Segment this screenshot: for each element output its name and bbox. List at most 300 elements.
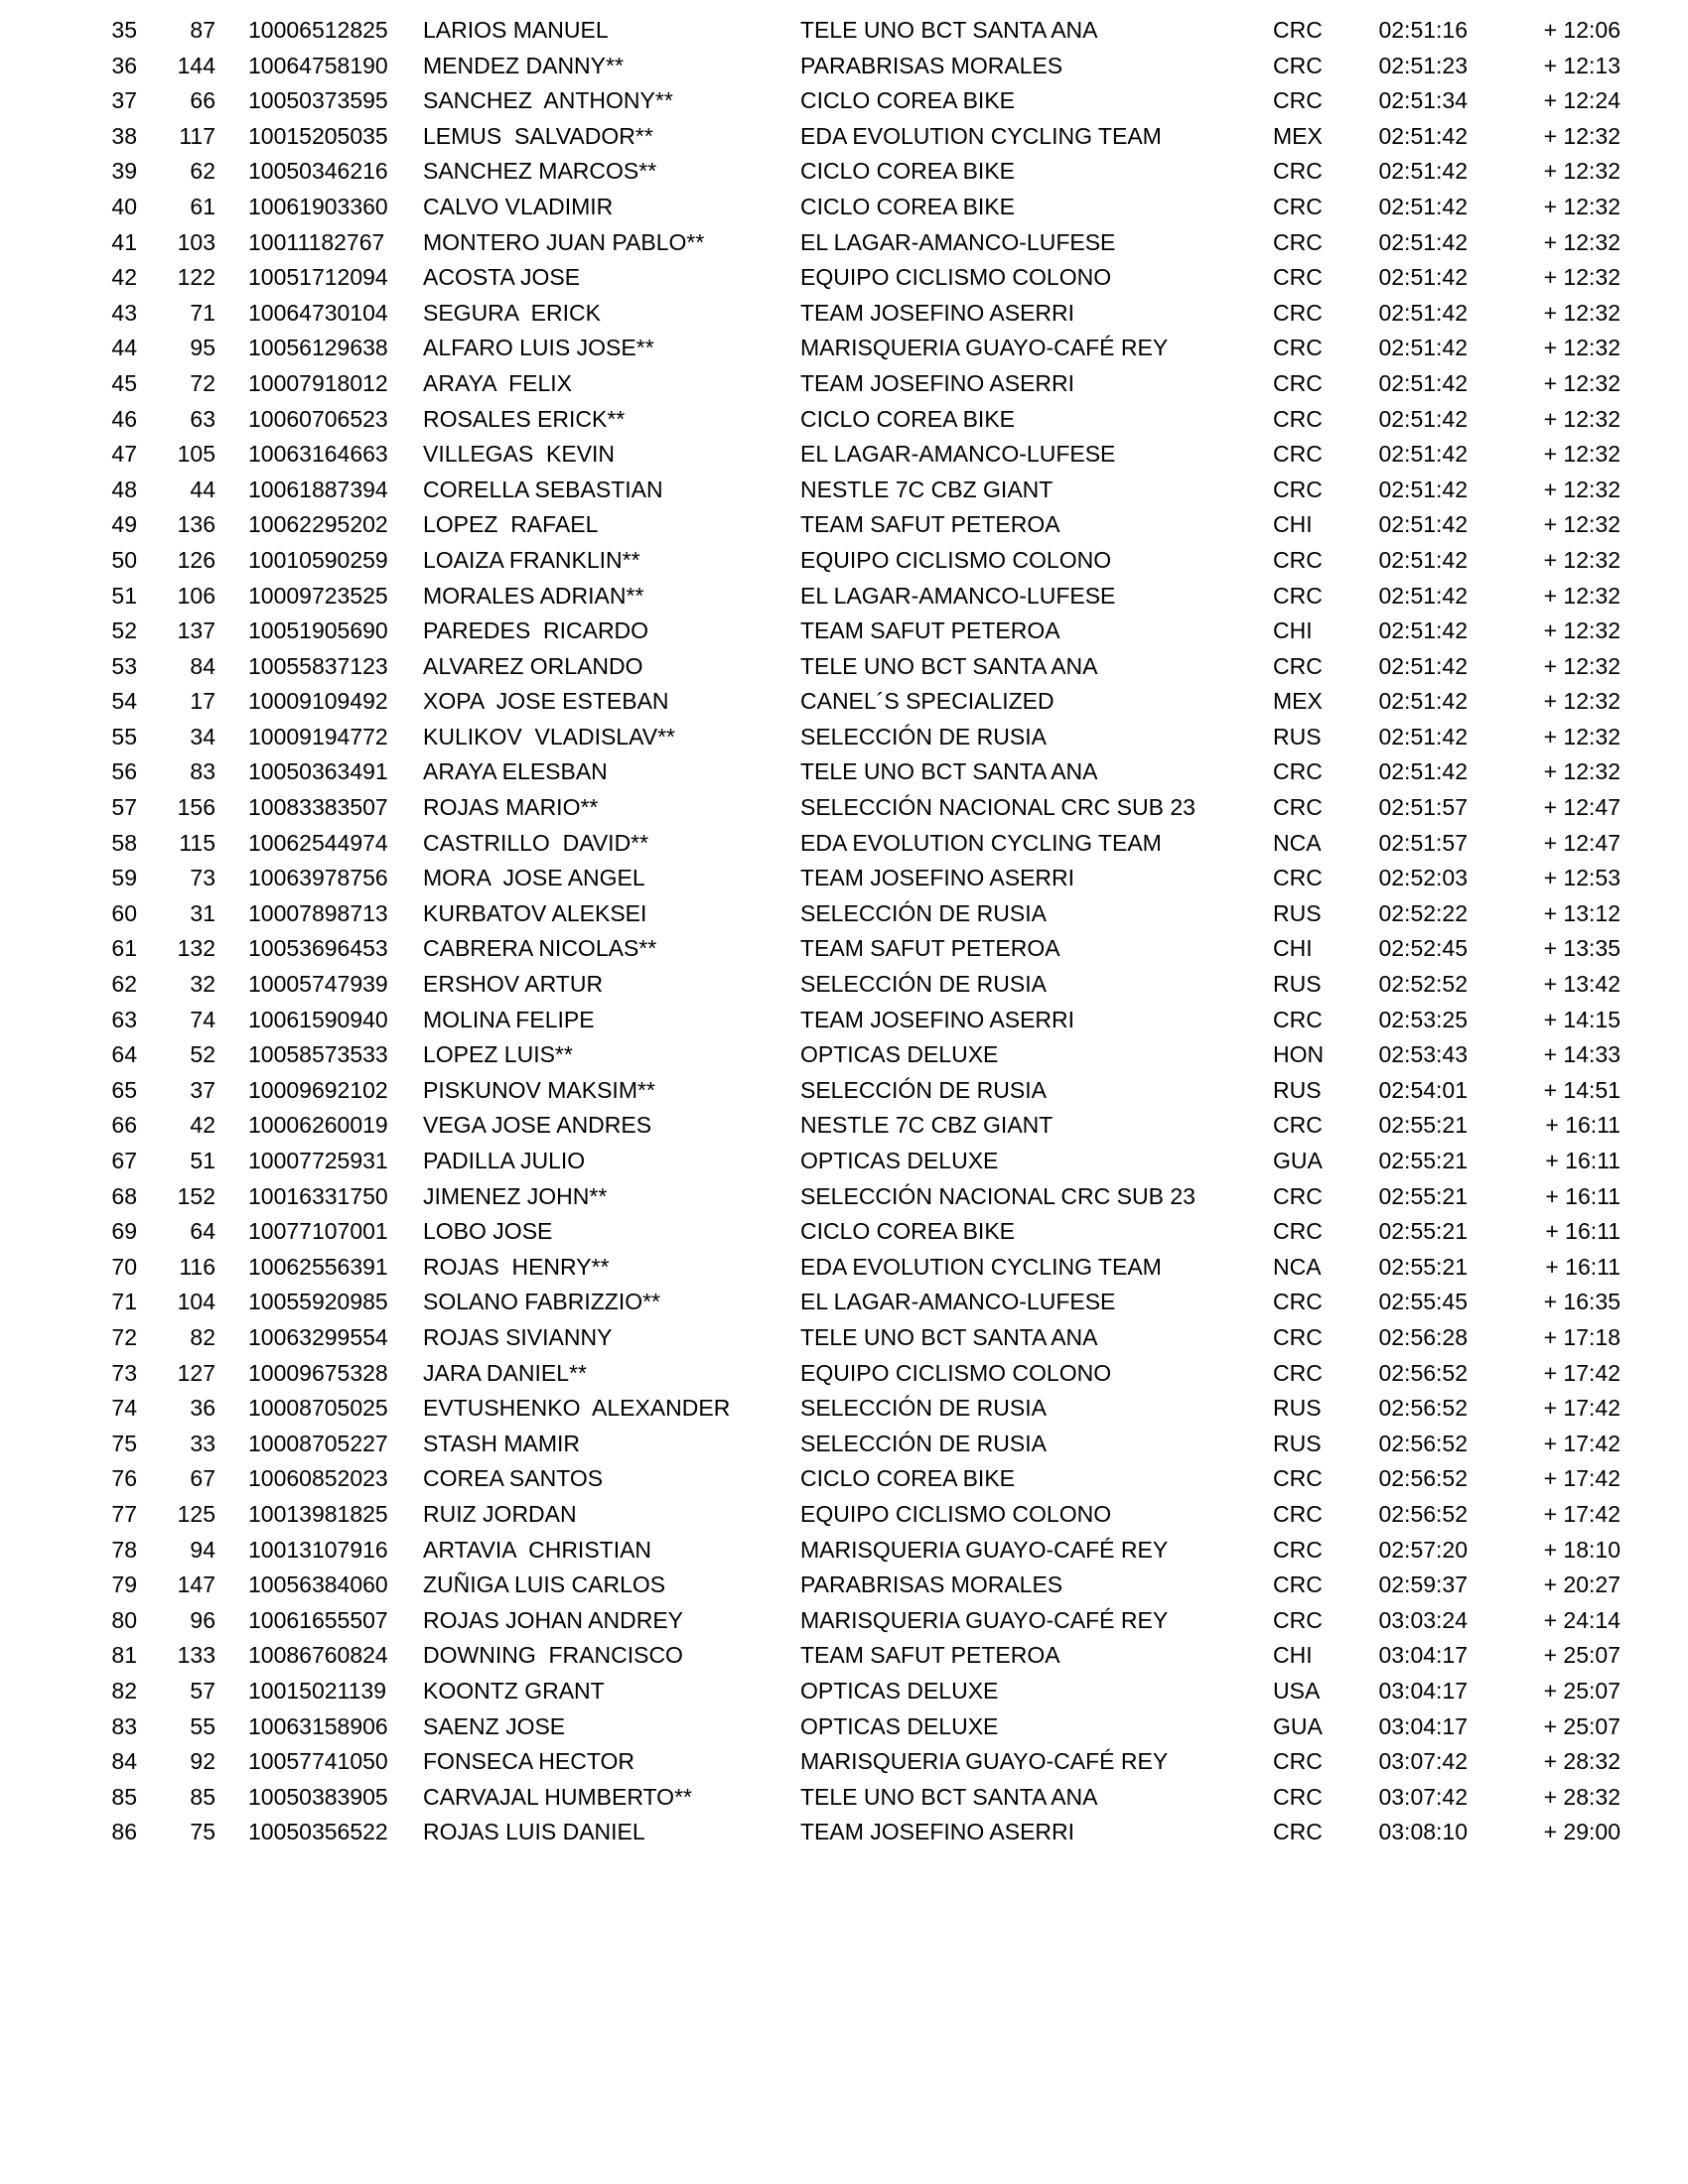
bib-number-cell: 83 bbox=[190, 758, 215, 785]
time-cell: 02:54:01 bbox=[1378, 1076, 1468, 1103]
bib-number-cell: 85 bbox=[190, 1783, 215, 1810]
country-cell: CRC bbox=[1273, 1112, 1323, 1139]
rank-cell: 56 bbox=[111, 758, 137, 785]
rider-name-cell: ERSHOV ARTUR bbox=[423, 971, 604, 998]
rider-name-cell: LARIOS MANUEL bbox=[423, 17, 609, 43]
bib-number-cell: 52 bbox=[190, 1041, 215, 1068]
country-cell: CRC bbox=[1273, 52, 1323, 78]
time-cell: 02:55:21 bbox=[1378, 1148, 1468, 1173]
result-row bbox=[0, 720, 1620, 755]
rank-cell: 66 bbox=[111, 1112, 137, 1139]
rider-name-cell: MONTERO JUAN PABLO** bbox=[423, 228, 705, 255]
rank-cell: 77 bbox=[111, 1500, 137, 1527]
team-cell: PARABRISAS MORALES bbox=[800, 52, 1063, 78]
time-cell: 02:51:42 bbox=[1378, 228, 1468, 255]
uci-id-cell: 10062295202 bbox=[248, 511, 388, 538]
rank-cell: 52 bbox=[111, 617, 137, 644]
gap-cell: + 12:32 bbox=[1543, 617, 1620, 644]
bib-number-cell: 71 bbox=[190, 299, 215, 326]
team-cell: EDA EVOLUTION CYCLING TEAM bbox=[800, 122, 1162, 149]
country-cell: CRC bbox=[1273, 476, 1323, 502]
time-cell: 02:51:42 bbox=[1378, 546, 1468, 573]
rider-name-cell: SAENZ JOSE bbox=[423, 1712, 566, 1739]
rider-name-cell: SEGURA ERICK bbox=[423, 299, 601, 326]
uci-id-cell: 10050356522 bbox=[248, 1819, 388, 1845]
rider-name-cell: ARAYA ELESBAN bbox=[423, 758, 608, 785]
bib-number-cell: 55 bbox=[190, 1712, 215, 1739]
result-row bbox=[0, 1037, 1620, 1073]
rider-name-cell: LEMUS SALVADOR** bbox=[423, 122, 653, 149]
country-cell: CRC bbox=[1273, 1218, 1323, 1245]
time-cell: 02:51:57 bbox=[1378, 794, 1468, 821]
gap-cell: + 14:15 bbox=[1543, 1006, 1620, 1032]
team-cell: MARISQUERIA GUAYO-CAFÉ REY bbox=[800, 1536, 1169, 1563]
rider-name-cell: ROJAS JOHAN ANDREY bbox=[423, 1606, 683, 1633]
country-cell: NCA bbox=[1273, 829, 1322, 856]
country-cell: CRC bbox=[1273, 369, 1323, 396]
rider-name-cell: LOAIZA FRANKLIN** bbox=[423, 546, 640, 573]
time-cell: 02:51:42 bbox=[1378, 652, 1468, 679]
rank-cell: 67 bbox=[111, 1148, 137, 1173]
time-cell: 02:51:23 bbox=[1378, 52, 1468, 78]
country-cell: CRC bbox=[1273, 794, 1323, 821]
gap-cell: + 17:42 bbox=[1543, 1465, 1620, 1492]
bib-number-cell: 62 bbox=[190, 158, 215, 185]
team-cell: SELECCIÓN NACIONAL CRC SUB 23 bbox=[800, 1182, 1196, 1209]
bib-number-cell: 116 bbox=[179, 1253, 215, 1280]
bib-number-cell: 84 bbox=[190, 652, 215, 679]
result-row bbox=[0, 896, 1620, 932]
country-cell: CRC bbox=[1273, 17, 1323, 43]
team-cell: TELE UNO BCT SANTA ANA bbox=[800, 1323, 1098, 1350]
uci-id-cell: 10050383905 bbox=[248, 1783, 388, 1810]
team-cell: TEAM JOSEFINO ASERRI bbox=[800, 865, 1075, 891]
rank-cell: 46 bbox=[111, 405, 137, 432]
rank-cell: 38 bbox=[111, 122, 137, 149]
gap-cell: + 18:10 bbox=[1543, 1536, 1620, 1563]
gap-cell: + 12:32 bbox=[1543, 758, 1620, 785]
time-cell: 02:52:03 bbox=[1378, 865, 1468, 891]
result-row bbox=[0, 1638, 1620, 1674]
result-row bbox=[0, 13, 1620, 49]
rider-name-cell: CASTRILLO DAVID** bbox=[423, 829, 649, 856]
gap-cell: + 12:32 bbox=[1543, 264, 1620, 291]
time-cell: 03:04:17 bbox=[1378, 1677, 1468, 1704]
rank-cell: 81 bbox=[111, 1642, 137, 1669]
uci-id-cell: 10009692102 bbox=[248, 1076, 388, 1103]
gap-cell: + 14:33 bbox=[1543, 1041, 1620, 1068]
uci-id-cell: 10016331750 bbox=[248, 1182, 388, 1209]
rider-name-cell: LOBO JOSE bbox=[423, 1218, 553, 1245]
time-cell: 02:51:42 bbox=[1378, 758, 1468, 785]
rank-cell: 82 bbox=[111, 1677, 137, 1704]
country-cell: CRC bbox=[1273, 228, 1323, 255]
time-cell: 02:51:42 bbox=[1378, 476, 1468, 502]
time-cell: 02:51:16 bbox=[1378, 17, 1468, 43]
result-row bbox=[0, 1568, 1620, 1603]
result-row bbox=[0, 1108, 1620, 1144]
country-cell: RUS bbox=[1273, 723, 1322, 750]
gap-cell: + 12:32 bbox=[1543, 369, 1620, 396]
rider-name-cell: KULIKOV VLADISLAV** bbox=[423, 723, 675, 750]
rider-name-cell: JIMENEZ JOHN** bbox=[423, 1182, 608, 1209]
country-cell: GUA bbox=[1273, 1712, 1323, 1739]
team-cell: MARISQUERIA GUAYO-CAFÉ REY bbox=[800, 1748, 1169, 1775]
result-row bbox=[0, 931, 1620, 967]
country-cell: CRC bbox=[1273, 1571, 1323, 1598]
gap-cell: + 16:11 bbox=[1545, 1112, 1620, 1139]
time-cell: 02:51:42 bbox=[1378, 122, 1468, 149]
rank-cell: 78 bbox=[111, 1536, 137, 1563]
country-cell: CRC bbox=[1273, 1748, 1323, 1775]
bib-number-cell: 66 bbox=[190, 87, 215, 114]
uci-id-cell: 10063164663 bbox=[248, 441, 388, 468]
rider-name-cell: XOPA JOSE ESTEBAN bbox=[423, 688, 669, 715]
uci-id-cell: 10007725931 bbox=[248, 1148, 388, 1173]
time-cell: 02:56:52 bbox=[1378, 1395, 1468, 1422]
rank-cell: 45 bbox=[111, 369, 137, 396]
uci-id-cell: 10060852023 bbox=[248, 1465, 388, 1492]
rider-name-cell: ZUÑIGA LUIS CARLOS bbox=[423, 1571, 666, 1598]
result-row bbox=[0, 1427, 1620, 1462]
bib-number-cell: 87 bbox=[190, 17, 215, 43]
rider-name-cell: SANCHEZ ANTHONY** bbox=[423, 87, 673, 114]
country-cell: CHI bbox=[1273, 511, 1313, 538]
rank-cell: 69 bbox=[111, 1218, 137, 1245]
bib-number-cell: 106 bbox=[177, 582, 215, 609]
team-cell: TELE UNO BCT SANTA ANA bbox=[800, 652, 1098, 679]
time-cell: 02:56:28 bbox=[1378, 1323, 1468, 1350]
country-cell: NCA bbox=[1273, 1253, 1322, 1280]
gap-cell: + 12:32 bbox=[1543, 299, 1620, 326]
bib-number-cell: 64 bbox=[190, 1218, 215, 1245]
result-row bbox=[0, 1744, 1620, 1780]
rider-name-cell: DOWNING FRANCISCO bbox=[423, 1642, 683, 1669]
time-cell: 02:53:25 bbox=[1378, 1006, 1468, 1032]
rider-name-cell: VEGA JOSE ANDRES bbox=[423, 1112, 652, 1139]
uci-id-cell: 10050363491 bbox=[248, 758, 388, 785]
uci-id-cell: 10061887394 bbox=[248, 476, 388, 502]
rank-cell: 39 bbox=[111, 158, 137, 185]
uci-id-cell: 10056129638 bbox=[248, 335, 388, 361]
gap-cell: + 25:07 bbox=[1543, 1677, 1620, 1704]
country-cell: CRC bbox=[1273, 652, 1323, 679]
rank-cell: 44 bbox=[111, 335, 137, 361]
rank-cell: 84 bbox=[111, 1748, 137, 1775]
gap-cell: + 12:47 bbox=[1543, 829, 1620, 856]
result-row bbox=[0, 826, 1620, 862]
gap-cell: + 12:47 bbox=[1543, 794, 1620, 821]
rider-name-cell: MOLINA FELIPE bbox=[423, 1006, 595, 1032]
uci-id-cell: 10061655507 bbox=[248, 1606, 388, 1633]
result-row bbox=[0, 296, 1620, 332]
bib-number-cell: 72 bbox=[190, 369, 215, 396]
gap-cell: + 12:32 bbox=[1543, 158, 1620, 185]
rank-cell: 63 bbox=[111, 1006, 137, 1032]
rider-name-cell: COREA SANTOS bbox=[423, 1465, 604, 1492]
result-row bbox=[0, 190, 1620, 225]
uci-id-cell: 10051712094 bbox=[248, 264, 388, 291]
country-cell: CRC bbox=[1273, 1465, 1323, 1492]
bib-number-cell: 37 bbox=[190, 1076, 215, 1103]
team-cell: TEAM SAFUT PETEROA bbox=[800, 1642, 1060, 1669]
time-cell: 02:55:21 bbox=[1378, 1218, 1468, 1245]
result-row bbox=[0, 1533, 1620, 1569]
team-cell: SELECCIÓN DE RUSIA bbox=[800, 1430, 1047, 1456]
country-cell: RUS bbox=[1273, 1076, 1322, 1103]
team-cell: CANEL´S SPECIALIZED bbox=[800, 688, 1055, 715]
uci-id-cell: 10011182767 bbox=[248, 228, 385, 255]
time-cell: 02:55:21 bbox=[1378, 1112, 1468, 1139]
gap-cell: + 12:32 bbox=[1543, 688, 1620, 715]
time-cell: 02:53:43 bbox=[1378, 1041, 1468, 1068]
country-cell: MEX bbox=[1273, 688, 1323, 715]
uci-id-cell: 10063978756 bbox=[248, 865, 388, 891]
result-row bbox=[0, 1144, 1620, 1179]
team-cell: MARISQUERIA GUAYO-CAFÉ REY bbox=[800, 335, 1169, 361]
gap-cell: + 17:42 bbox=[1543, 1430, 1620, 1456]
uci-id-cell: 10006512825 bbox=[248, 17, 388, 43]
bib-number-cell: 36 bbox=[190, 1395, 215, 1422]
country-cell: CHI bbox=[1273, 617, 1313, 644]
rank-cell: 73 bbox=[111, 1359, 137, 1386]
uci-id-cell: 10010590259 bbox=[248, 546, 388, 573]
country-cell: CRC bbox=[1273, 87, 1323, 114]
uci-id-cell: 10015021139 bbox=[248, 1677, 386, 1704]
team-cell: EL LAGAR-AMANCO-LUFESE bbox=[800, 1289, 1116, 1315]
bib-number-cell: 96 bbox=[190, 1606, 215, 1633]
country-cell: CRC bbox=[1273, 1606, 1323, 1633]
uci-id-cell: 10077107001 bbox=[248, 1218, 388, 1245]
gap-cell: + 17:42 bbox=[1543, 1395, 1620, 1422]
uci-id-cell: 10008705025 bbox=[248, 1395, 388, 1422]
uci-id-cell: 10061903360 bbox=[248, 193, 388, 219]
time-cell: 03:04:17 bbox=[1378, 1642, 1468, 1669]
country-cell: RUS bbox=[1273, 1430, 1322, 1456]
uci-id-cell: 10063158906 bbox=[248, 1712, 388, 1739]
rider-name-cell: ACOSTA JOSE bbox=[423, 264, 581, 291]
uci-id-cell: 10050373595 bbox=[248, 87, 388, 114]
uci-id-cell: 10056384060 bbox=[248, 1571, 388, 1598]
result-row bbox=[0, 1815, 1620, 1850]
rank-cell: 70 bbox=[111, 1253, 137, 1280]
time-cell: 02:52:22 bbox=[1378, 899, 1468, 926]
gap-cell: + 20:27 bbox=[1543, 1571, 1620, 1598]
bib-number-cell: 63 bbox=[190, 405, 215, 432]
country-cell: CRC bbox=[1273, 335, 1323, 361]
time-cell: 02:51:42 bbox=[1378, 299, 1468, 326]
country-cell: RUS bbox=[1273, 971, 1322, 998]
rank-cell: 51 bbox=[111, 582, 137, 609]
team-cell: EQUIPO CICLISMO COLONO bbox=[800, 546, 1112, 573]
bib-number-cell: 104 bbox=[177, 1289, 215, 1315]
rank-cell: 55 bbox=[111, 723, 137, 750]
uci-id-cell: 10007918012 bbox=[248, 369, 388, 396]
rank-cell: 60 bbox=[111, 899, 137, 926]
rank-cell: 71 bbox=[111, 1289, 137, 1315]
gap-cell: + 25:07 bbox=[1543, 1642, 1620, 1669]
country-cell: USA bbox=[1273, 1677, 1321, 1704]
uci-id-cell: 10062556391 bbox=[248, 1253, 388, 1280]
team-cell: CICLO COREA BIKE bbox=[800, 158, 1016, 185]
rank-cell: 47 bbox=[111, 441, 137, 468]
rank-cell: 68 bbox=[111, 1182, 137, 1209]
team-cell: TEAM SAFUT PETEROA bbox=[800, 935, 1060, 962]
gap-cell: + 17:42 bbox=[1543, 1500, 1620, 1527]
bib-number-cell: 117 bbox=[179, 122, 215, 149]
rank-cell: 62 bbox=[111, 971, 137, 998]
uci-id-cell: 10005747939 bbox=[248, 971, 388, 998]
team-cell: CICLO COREA BIKE bbox=[800, 1218, 1016, 1245]
rank-cell: 76 bbox=[111, 1465, 137, 1492]
uci-id-cell: 10058573533 bbox=[248, 1041, 388, 1068]
result-row bbox=[0, 154, 1620, 190]
team-cell: SELECCIÓN NACIONAL CRC SUB 23 bbox=[800, 794, 1196, 821]
team-cell: TELE UNO BCT SANTA ANA bbox=[800, 17, 1098, 43]
rider-name-cell: EVTUSHENKO ALEXANDER bbox=[423, 1395, 731, 1422]
result-row bbox=[0, 543, 1620, 579]
country-cell: CRC bbox=[1273, 1819, 1323, 1845]
rider-name-cell: LOPEZ RAFAEL bbox=[423, 511, 599, 538]
result-row bbox=[0, 1073, 1620, 1109]
bib-number-cell: 136 bbox=[177, 511, 215, 538]
country-cell: CRC bbox=[1273, 158, 1323, 185]
gap-cell: + 28:32 bbox=[1543, 1748, 1620, 1775]
team-cell: TEAM JOSEFINO ASERRI bbox=[800, 1006, 1075, 1032]
bib-number-cell: 67 bbox=[190, 1465, 215, 1492]
gap-cell: + 12:24 bbox=[1543, 87, 1620, 114]
rider-name-cell: STASH MAMIR bbox=[423, 1430, 581, 1456]
rider-name-cell: MORALES ADRIAN** bbox=[423, 582, 644, 609]
country-cell: CRC bbox=[1273, 405, 1323, 432]
bib-number-cell: 95 bbox=[190, 335, 215, 361]
bib-number-cell: 42 bbox=[190, 1112, 215, 1139]
gap-cell: + 12:32 bbox=[1543, 511, 1620, 538]
result-row bbox=[0, 861, 1620, 896]
result-row bbox=[0, 260, 1620, 296]
team-cell: EQUIPO CICLISMO COLONO bbox=[800, 1359, 1112, 1386]
rank-cell: 35 bbox=[111, 17, 137, 43]
gap-cell: + 13:12 bbox=[1543, 899, 1620, 926]
gap-cell: + 16:11 bbox=[1545, 1182, 1620, 1209]
time-cell: 02:51:42 bbox=[1378, 369, 1468, 396]
team-cell: SELECCIÓN DE RUSIA bbox=[800, 1076, 1047, 1103]
result-row bbox=[0, 1461, 1620, 1497]
time-cell: 02:51:42 bbox=[1378, 264, 1468, 291]
rider-name-cell: ROSALES ERICK** bbox=[423, 405, 626, 432]
rank-cell: 54 bbox=[111, 688, 137, 715]
bib-number-cell: 137 bbox=[177, 617, 215, 644]
uci-id-cell: 10008705227 bbox=[248, 1430, 388, 1456]
gap-cell: + 12:06 bbox=[1543, 17, 1620, 43]
team-cell: SELECCIÓN DE RUSIA bbox=[800, 1395, 1047, 1422]
gap-cell: + 12:32 bbox=[1543, 405, 1620, 432]
rider-name-cell: FONSECA HECTOR bbox=[423, 1748, 634, 1775]
bib-number-cell: 74 bbox=[190, 1006, 215, 1032]
rank-cell: 41 bbox=[111, 228, 137, 255]
result-row bbox=[0, 1674, 1620, 1709]
result-row bbox=[0, 614, 1620, 649]
team-cell: PARABRISAS MORALES bbox=[800, 1571, 1063, 1598]
rider-name-cell: PISKUNOV MAKSIM** bbox=[423, 1076, 655, 1103]
uci-id-cell: 10053696453 bbox=[248, 935, 388, 962]
rank-cell: 83 bbox=[111, 1712, 137, 1739]
rider-name-cell: KOONTZ GRANT bbox=[423, 1677, 605, 1704]
result-row bbox=[0, 437, 1620, 473]
time-cell: 02:51:42 bbox=[1378, 158, 1468, 185]
bib-number-cell: 115 bbox=[179, 829, 215, 856]
bib-number-cell: 147 bbox=[177, 1571, 215, 1598]
rank-cell: 48 bbox=[111, 476, 137, 502]
uci-id-cell: 10060706523 bbox=[248, 405, 388, 432]
result-row bbox=[0, 1709, 1620, 1745]
bib-number-cell: 75 bbox=[190, 1819, 215, 1845]
team-cell: EDA EVOLUTION CYCLING TEAM bbox=[800, 1253, 1162, 1280]
result-row bbox=[0, 754, 1620, 790]
time-cell: 03:04:17 bbox=[1378, 1712, 1468, 1739]
team-cell: MARISQUERIA GUAYO-CAFÉ REY bbox=[800, 1606, 1169, 1633]
rank-cell: 43 bbox=[111, 299, 137, 326]
country-cell: CRC bbox=[1273, 546, 1323, 573]
rider-name-cell: ROJAS HENRY** bbox=[423, 1253, 610, 1280]
uci-id-cell: 10050346216 bbox=[248, 158, 388, 185]
time-cell: 02:52:45 bbox=[1378, 935, 1468, 962]
country-cell: CRC bbox=[1273, 758, 1323, 785]
result-row bbox=[0, 790, 1620, 826]
uci-id-cell: 10009675328 bbox=[248, 1359, 388, 1386]
country-cell: CHI bbox=[1273, 935, 1313, 962]
rider-name-cell: ALVAREZ ORLANDO bbox=[423, 652, 643, 679]
uci-id-cell: 10083383507 bbox=[248, 794, 388, 821]
uci-id-cell: 10009194772 bbox=[248, 723, 388, 750]
gap-cell: + 12:32 bbox=[1543, 335, 1620, 361]
rider-name-cell: PAREDES RICARDO bbox=[423, 617, 649, 644]
country-cell: CRC bbox=[1273, 193, 1323, 219]
bib-number-cell: 57 bbox=[190, 1677, 215, 1704]
rider-name-cell: ARTAVIA CHRISTIAN bbox=[423, 1536, 652, 1563]
country-cell: CRC bbox=[1273, 582, 1323, 609]
rank-cell: 42 bbox=[111, 264, 137, 291]
rank-cell: 86 bbox=[111, 1819, 137, 1845]
gap-cell: + 29:00 bbox=[1543, 1819, 1620, 1845]
rider-name-cell: CARVAJAL HUMBERTO** bbox=[423, 1783, 692, 1810]
bib-number-cell: 144 bbox=[177, 52, 215, 78]
bib-number-cell: 94 bbox=[190, 1536, 215, 1563]
result-row bbox=[0, 1356, 1620, 1392]
team-cell: NESTLE 7C CBZ GIANT bbox=[800, 476, 1054, 502]
rider-name-cell: ALFARO LUIS JOSE** bbox=[423, 335, 654, 361]
country-cell: CHI bbox=[1273, 1642, 1313, 1669]
rider-name-cell: VILLEGAS KEVIN bbox=[423, 441, 616, 468]
country-cell: HON bbox=[1273, 1041, 1325, 1068]
team-cell: EQUIPO CICLISMO COLONO bbox=[800, 1500, 1112, 1527]
time-cell: 02:55:45 bbox=[1378, 1289, 1468, 1315]
gap-cell: + 13:42 bbox=[1543, 971, 1620, 998]
gap-cell: + 14:51 bbox=[1543, 1076, 1620, 1103]
team-cell: OPTICAS DELUXE bbox=[800, 1148, 999, 1173]
rank-cell: 59 bbox=[111, 865, 137, 891]
result-row bbox=[0, 649, 1620, 685]
uci-id-cell: 10086760824 bbox=[248, 1642, 388, 1669]
gap-cell: + 17:18 bbox=[1543, 1323, 1620, 1350]
rank-cell: 79 bbox=[111, 1571, 137, 1598]
gap-cell: + 25:07 bbox=[1543, 1712, 1620, 1739]
time-cell: 02:56:52 bbox=[1378, 1430, 1468, 1456]
team-cell: TEAM SAFUT PETEROA bbox=[800, 511, 1060, 538]
uci-id-cell: 10062544974 bbox=[248, 829, 388, 856]
rank-cell: 74 bbox=[111, 1395, 137, 1422]
rider-name-cell: ROJAS LUIS DANIEL bbox=[423, 1819, 645, 1845]
